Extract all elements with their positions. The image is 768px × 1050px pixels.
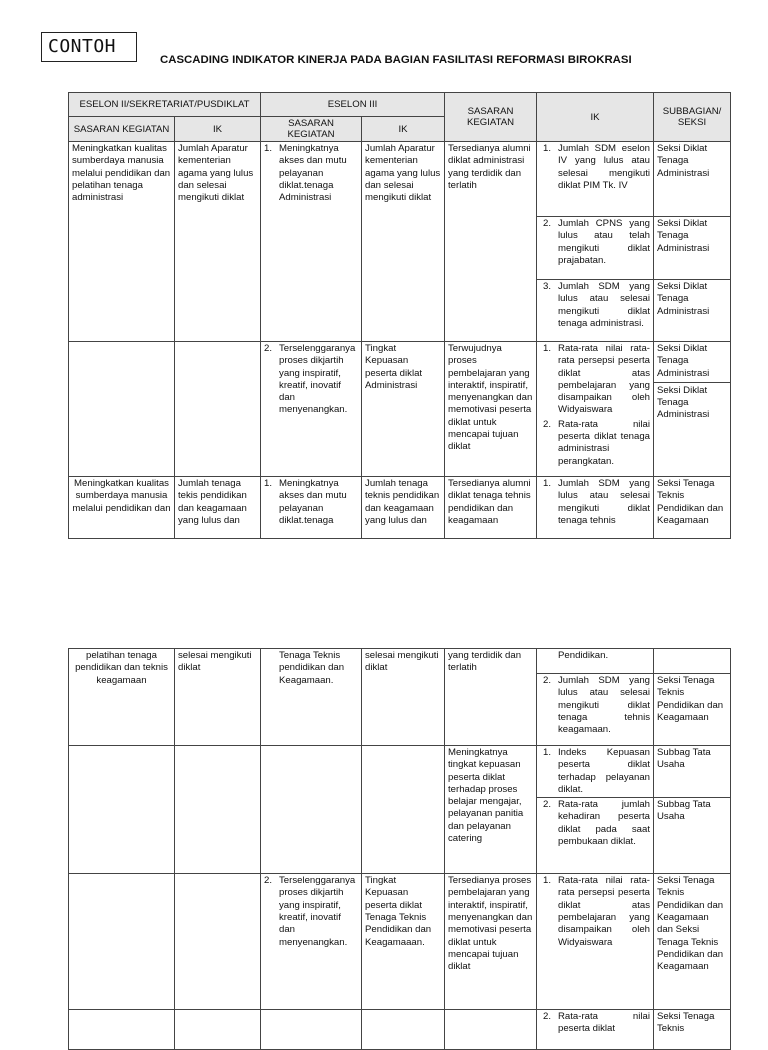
sasaran-cell xyxy=(445,342,537,477)
list-number: 1. xyxy=(264,478,273,489)
ik-text: Indeks Kepuasan peserta diklat terhadap pelayanan diklat. xyxy=(558,747,650,795)
e2-sasaran-text: Meningkatkan kualitas sumberdaya manusia melalui pendidikan dan pelatihan tenaga administrasi xyxy=(72,143,171,204)
e3-sasaran-text: Meningkatnya akses dan mutu pelayanan diklat.tenaga Administrasi xyxy=(279,143,347,204)
ik-text: Rata-rata nilai peserta diklat tenaga administrasi perangkatan. xyxy=(558,418,651,467)
e3-ik-text: selesai mengikuti diklat xyxy=(365,650,439,674)
ik-text: Rata-rata nilai rata-rata persepsi peserta diklat atas pembelajaran yang disampaikan oleh Widyaiswara xyxy=(558,875,650,948)
list-number: 1. xyxy=(543,478,552,489)
seksi-text: Subbag Tata Usaha xyxy=(657,747,711,771)
cascading-table-page-2 xyxy=(68,648,731,1050)
list-number: 3. xyxy=(543,281,552,292)
seksi-text: Seksi Tenaga Teknis Pendidikan dan Keagamaan dan Seksi Tenaga Teknis Pendidikan dan Keagamaan xyxy=(657,875,724,973)
list-number: 1. xyxy=(264,143,273,154)
seksi-cell xyxy=(654,746,731,798)
e2-sasaran-cell xyxy=(69,746,175,874)
e2-ik-text: Jumlah tenaga tekis pendidikan dan keagamaan yang lulus dan xyxy=(178,478,247,526)
seksi-cell xyxy=(654,798,731,874)
list-number: 2. xyxy=(543,418,552,430)
header-e3-ik: IK xyxy=(362,117,445,142)
e2-sasaran-cell xyxy=(69,477,175,539)
seksi-text: Seksi Tenaga Teknis xyxy=(657,1011,715,1035)
ik-text: Rata-rata jumlah kehadiran peserta diklat pada saat pembukaan diklat. xyxy=(558,799,650,848)
ik-text: Rata-rata nilai rata-rata persepsi peserta diklat atas pembelajaran yang disampaikan oleh Widyaiswara xyxy=(558,343,651,416)
header-eselon-2: ESELON II/SEKRETARIAT/PUSDIKLAT xyxy=(69,93,261,117)
sasaran-text: yang terdidik dan terlatih xyxy=(448,650,522,674)
ik-cell xyxy=(537,142,654,217)
seksi-cell xyxy=(654,674,731,746)
e2-ik-cell xyxy=(175,477,261,539)
e2-sasaran-cell xyxy=(69,142,175,342)
e3-ik-cell xyxy=(362,746,445,874)
sasaran-text: Tersedianya alumni diklat tenaga tehnis pendidikan dan keagamaan xyxy=(448,478,531,526)
seksi-text: Seksi Diklat Tenaga Administrasi xyxy=(657,143,710,179)
ik-text: Jumlah SDM yang lulus atau selesai mengikuti diklat tenaga tehnis xyxy=(558,478,651,526)
ik-cell xyxy=(537,342,654,477)
seksi-cell xyxy=(654,217,731,280)
sasaran-text: Tersedianya proses pembelajaran yang interaktif, inspiratif, menyenangkan dan memotivasi peserta diklat untuk mencapai tujuan diklat xyxy=(448,875,533,973)
e3-sasaran-text: Tenaga Teknis pendidikan dan Keagamaan. xyxy=(279,650,345,686)
list-number: 2. xyxy=(543,1011,552,1023)
header-ik: IK xyxy=(537,93,654,142)
ik-text: Jumlah SDM yang lulus atau selesai mengikuti diklat tenaga administrasi. xyxy=(558,281,651,329)
e2-sasaran-cell xyxy=(69,874,175,1010)
list-number: 2. xyxy=(543,218,552,229)
list-number: 1. xyxy=(543,343,552,354)
header-sasaran-kegiatan: SASARAN KEGIATAN xyxy=(445,93,537,142)
e3-sasaran-cell xyxy=(261,142,362,342)
e3-ik-cell xyxy=(362,142,445,342)
ik-text: Jumlah SDM eselon IV yang lulus atau selesai mengikuti diklat PIM Tk. IV xyxy=(558,143,651,191)
e2-ik-cell xyxy=(175,874,261,1010)
e2-ik-cell xyxy=(175,342,261,477)
ik-cell xyxy=(537,649,654,674)
seksi-cell xyxy=(654,1010,731,1050)
ik-cell xyxy=(537,280,654,342)
e3-sasaran-cell xyxy=(261,746,362,874)
seksi-cell xyxy=(654,874,731,1010)
e3-ik-text: Tingkat Kepuasan peserta diklat Administrasi xyxy=(365,343,423,391)
seksi-cell xyxy=(654,649,731,674)
list-number: 2. xyxy=(543,799,552,811)
ik-cell xyxy=(537,798,654,874)
list-number: 2. xyxy=(543,675,552,686)
e3-ik-text: Jumlah tenaga teknis pendidikan dan keagamaan yang lulus dan xyxy=(365,478,440,526)
seksi-text: Seksi Diklat Tenaga Administrasi xyxy=(654,382,730,422)
ik-text: Jumlah SDM yang lulus atau selesai mengikuti diklat tenaga tehnis keagamaan. xyxy=(558,675,650,736)
list-number: 1. xyxy=(543,875,552,887)
ik-text: Rata-rata nilai peserta diklat xyxy=(558,1011,650,1035)
ik-cell xyxy=(537,217,654,280)
e3-sasaran-cell xyxy=(261,1010,362,1050)
e3-ik-cell xyxy=(362,342,445,477)
ik-cell xyxy=(537,874,654,1010)
seksi-text: Seksi Tenaga Teknis Pendidikan dan Keagamaan xyxy=(657,478,724,526)
header-eselon-3: ESELON III xyxy=(261,93,445,117)
cascading-table-page-1 xyxy=(68,92,731,539)
seksi-text: Seksi Tenaga Teknis Pendidikan dan Keagamaan xyxy=(657,675,724,723)
header-e2-sasaran: SASARAN KEGIATAN xyxy=(69,117,175,142)
sasaran-cell xyxy=(445,1010,537,1050)
list-number: 2. xyxy=(264,343,273,354)
header-subbagian-seksi: SUBBAGIAN/ SEKSI xyxy=(654,93,731,142)
ik-text: Jumlah CPNS yang lulus atau telah mengikuti diklat prajabatan. xyxy=(558,218,651,266)
e3-sasaran-cell xyxy=(261,342,362,477)
seksi-cell xyxy=(654,342,731,477)
seksi-text: Seksi Diklat Tenaga Administrasi xyxy=(657,218,710,254)
seksi-text: Seksi Diklat Tenaga Administrasi xyxy=(657,281,710,317)
sasaran-text: Terwujudnya proses pembelajaran yang interaktif, inspiratif, menyenangkan dan memotivasi peserta diklat untuk mencapai tujuan diklat xyxy=(448,343,533,453)
e3-ik-cell xyxy=(362,477,445,539)
e3-ik-text: Tingkat Kepuasan peserta diklat Tenaga Teknis Pendidikan dan Keagamaaan. xyxy=(365,875,432,948)
ik-cell xyxy=(537,477,654,539)
document-title: CASCADING INDIKATOR KINERJA PADA BAGIAN FASILITASI REFORMASI BIROKRASI xyxy=(160,54,632,66)
e2-ik-cell xyxy=(175,1010,261,1050)
ik-cell xyxy=(537,674,654,746)
e3-sasaran-text: Terselenggaranya proses dikjartih yang inspiratif, kreatif, inovatif dan menyenangkan. xyxy=(279,343,356,416)
seksi-cell xyxy=(654,142,731,217)
e2-ik-cell xyxy=(175,746,261,874)
ik-text: Pendidikan. xyxy=(558,650,609,661)
sasaran-cell xyxy=(445,746,537,874)
contoh-label: CONTOH xyxy=(41,32,137,62)
sasaran-cell xyxy=(445,874,537,1010)
header-e2-ik: IK xyxy=(175,117,261,142)
sasaran-text: Meningkatnya tingkat kepuasan peserta diklat terhadap proses belajar mengajar, pelayanan panitia dan pelayanan catering xyxy=(448,747,524,845)
e3-sasaran-cell xyxy=(261,477,362,539)
e2-ik-cell xyxy=(175,142,261,342)
e2-sasaran-cell xyxy=(69,342,175,477)
list-number: 2. xyxy=(264,875,273,887)
seksi-text: Subbag Tata Usaha xyxy=(657,799,711,823)
e2-ik-text: selesai mengikuti diklat xyxy=(178,650,252,674)
list-number: 1. xyxy=(543,747,552,758)
e3-sasaran-text: Meningkatnya akses dan mutu pelayanan diklat.tenaga xyxy=(279,478,347,526)
sasaran-text: Tersedianya alumni diklat administrasi yang terdidik dan terlatih xyxy=(448,143,531,191)
e2-ik-cell xyxy=(175,649,261,746)
sasaran-cell xyxy=(445,477,537,539)
e2-sasaran-text: pelatihan tenaga pendidikan dan teknis keagamaan xyxy=(75,650,168,686)
e3-sasaran-text: Terselenggaranya proses dikjartih yang inspiratif, kreatif, inovatif dan menyenangkan. xyxy=(279,875,356,948)
e3-ik-cell xyxy=(362,874,445,1010)
ik-cell xyxy=(537,1010,654,1050)
e3-sasaran-cell xyxy=(261,649,362,746)
e2-sasaran-text: Meningkatkan kualitas sumberdaya manusia melalui pendidikan dan xyxy=(72,478,171,514)
seksi-text: Seksi Diklat Tenaga Administrasi xyxy=(657,343,710,379)
ik-cell xyxy=(537,746,654,798)
e3-sasaran-cell xyxy=(261,874,362,1010)
seksi-cell xyxy=(654,280,731,342)
e3-ik-text: Jumlah Aparatur kementerian agama yang lulus dan selesai mengikuti diklat xyxy=(365,143,441,204)
seksi-cell xyxy=(654,477,731,539)
header-e3-sasaran: SASARAN KEGIATAN xyxy=(261,117,362,142)
list-number: 1. xyxy=(543,143,552,154)
e2-ik-text: Jumlah Aparatur kementerian agama yang lulus dan selesai mengikuti diklat xyxy=(178,143,254,204)
e3-ik-cell xyxy=(362,649,445,746)
e3-ik-cell xyxy=(362,1010,445,1050)
sasaran-cell xyxy=(445,649,537,746)
e2-sasaran-cell xyxy=(69,1010,175,1050)
e2-sasaran-cell xyxy=(69,649,175,746)
sasaran-cell xyxy=(445,142,537,342)
